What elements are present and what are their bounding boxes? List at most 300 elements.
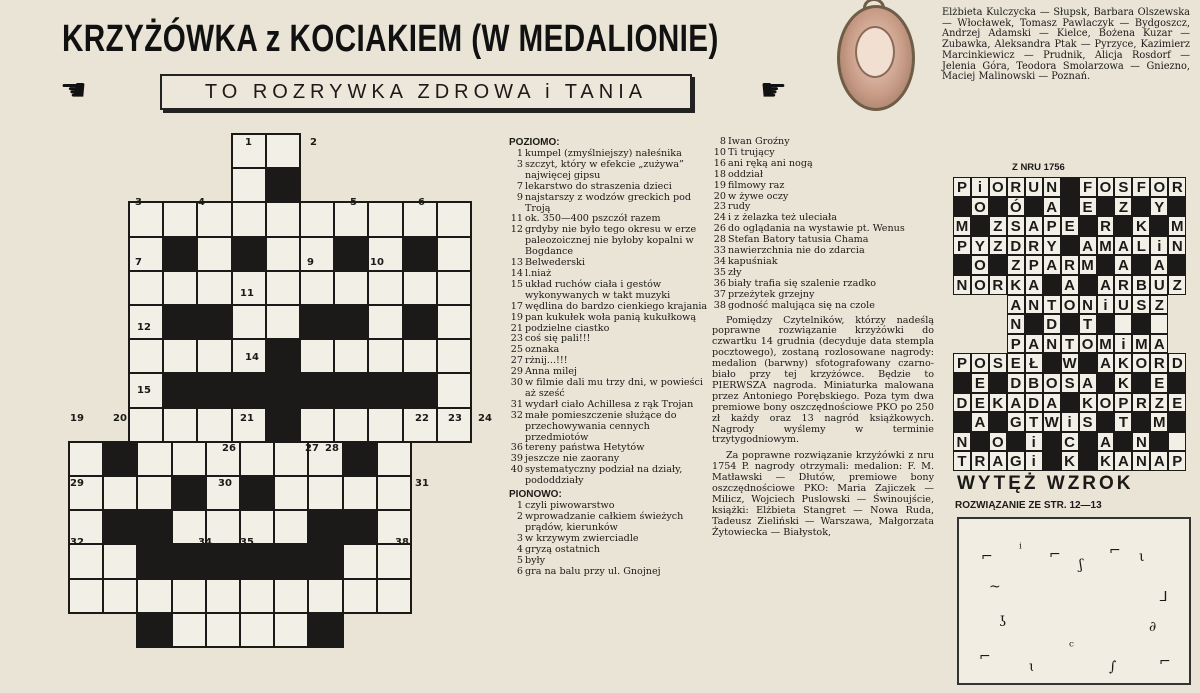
- grid-block: [333, 372, 369, 408]
- solution-cell: N: [1079, 295, 1097, 315]
- grid-cell[interactable]: [265, 236, 301, 272]
- solution-cell: D: [953, 393, 971, 413]
- grid-block: [102, 509, 138, 545]
- clue-text: ok. 350—400 pszczół razem: [525, 213, 661, 225]
- grid-number: 17: [307, 385, 321, 396]
- solution-cell: O: [1079, 334, 1097, 354]
- solution-cell: i: [1061, 412, 1079, 432]
- solution-cell: N: [1025, 295, 1043, 315]
- clue-number: 5: [516, 554, 523, 566]
- grid-block: [273, 543, 309, 579]
- scribble-mark: ʖ: [999, 614, 1007, 630]
- clue-text: grdyby nie było tego okresu w erze paleozoicznej nie byłoby kopalni w Bogdance: [525, 224, 697, 258]
- solution-cell: P: [1114, 393, 1132, 413]
- clue-number: 37: [713, 288, 726, 300]
- solution-cell: P: [1025, 255, 1043, 275]
- previous-solution-grid: [953, 177, 1185, 471]
- clue-text: filmowy raz: [728, 179, 785, 191]
- solution-cell: P: [1168, 451, 1186, 471]
- grid-cell[interactable]: [342, 475, 378, 511]
- solution-block: [1168, 197, 1186, 217]
- solution-cell: K: [1132, 216, 1150, 236]
- across-heading: POZIOMO:: [509, 137, 560, 148]
- solution-cell: T: [1061, 334, 1079, 354]
- clue-number: 7: [516, 180, 523, 192]
- solution-cell: D: [1168, 353, 1186, 373]
- grid-number: 11: [240, 288, 254, 299]
- solution-block: [953, 412, 971, 432]
- solution-block: [1043, 353, 1061, 373]
- solution-cell: N: [953, 432, 971, 452]
- solution-cell: E: [971, 393, 989, 413]
- clue-item: [509, 193, 709, 215]
- grid-cell[interactable]: [273, 612, 309, 648]
- solution-cell: O: [1150, 177, 1168, 197]
- solution-cell: [1114, 314, 1132, 334]
- solution-cell: i: [1097, 295, 1115, 315]
- solution-cell: R: [1007, 177, 1025, 197]
- grid-cell[interactable]: [367, 201, 403, 237]
- solution-cell: S: [1007, 216, 1025, 236]
- grid-cell[interactable]: [231, 201, 267, 237]
- grid-cell[interactable]: [376, 543, 412, 579]
- clue-text: Ti trujący: [728, 146, 775, 158]
- solution-cell: A: [1114, 236, 1132, 256]
- solution-cell: M: [1132, 334, 1150, 354]
- solution-block: [989, 373, 1007, 393]
- grid-cell[interactable]: [68, 543, 104, 579]
- grid-cell[interactable]: [102, 578, 138, 614]
- solution-cell: D: [1007, 373, 1025, 393]
- clue-number: 10: [713, 146, 726, 158]
- grid-cell[interactable]: [128, 270, 164, 306]
- grid-number: 39: [240, 567, 254, 578]
- grid-cell[interactable]: [196, 407, 232, 443]
- clue-number: 16: [713, 157, 726, 169]
- grid-number: 3: [135, 197, 142, 208]
- solution-cell: P: [1007, 334, 1025, 354]
- solution-cell: R: [989, 275, 1007, 295]
- clue-text: gra na balu przy ul. Gnojnej: [525, 565, 661, 577]
- solution-cell: P: [953, 353, 971, 373]
- scribble-mark: ʃ: [1079, 557, 1083, 573]
- solution-block: [1043, 432, 1061, 452]
- grid-cell[interactable]: [273, 441, 309, 477]
- grid-cell[interactable]: [367, 338, 403, 374]
- solution-cell: A: [1079, 373, 1097, 393]
- solution-block: [1097, 373, 1115, 393]
- solution-block: [1025, 314, 1043, 334]
- solution-block: [953, 255, 971, 275]
- grid-cell[interactable]: [402, 270, 438, 306]
- grid-cell[interactable]: [162, 270, 198, 306]
- clue-text: w filmie dali mu trzy dni, w powieści aż sześć: [525, 377, 703, 399]
- clue-text: lekarstwo do straszenia dzieci: [525, 180, 672, 192]
- clue-number: 3: [516, 158, 523, 170]
- grid-cell[interactable]: [231, 167, 267, 203]
- clue-item: [509, 225, 709, 258]
- grid-number: 22: [415, 413, 429, 424]
- solution-cell: N: [1007, 314, 1025, 334]
- solution-block: [1097, 412, 1115, 432]
- clue-text: rżnij...!!!: [525, 355, 568, 367]
- solution-cell: M: [1079, 255, 1097, 275]
- page-title: KRZYŻÓWKA z KOCIAKIEM (W MEDALIONIE): [62, 18, 719, 60]
- grid-cell[interactable]: [299, 407, 335, 443]
- solution-block: [953, 197, 971, 217]
- grid-number: 15: [137, 385, 151, 396]
- grid-block: [196, 304, 232, 340]
- grid-cell[interactable]: [436, 372, 472, 408]
- clue-item: [509, 378, 709, 400]
- grid-cell[interactable]: [299, 201, 335, 237]
- grid-cell[interactable]: [436, 236, 472, 272]
- solution-cell: K: [1061, 451, 1079, 471]
- clue-number: 30: [510, 377, 523, 389]
- grid-cell[interactable]: [299, 236, 335, 272]
- grid-cell[interactable]: [333, 407, 369, 443]
- grid-cell[interactable]: [162, 407, 198, 443]
- clue-number: 4: [516, 543, 523, 555]
- scribble-mark: ᒧ: [1159, 589, 1168, 605]
- solution-block: [1043, 451, 1061, 471]
- grid-block: [402, 236, 438, 272]
- grid-cell[interactable]: [367, 270, 403, 306]
- solution-block: [1150, 432, 1168, 452]
- solution-cell: B: [1132, 275, 1150, 295]
- solution-cell: D: [1007, 236, 1025, 256]
- grid-cell[interactable]: [231, 304, 267, 340]
- clue-text: biały trafia się szalenie rzadko: [728, 277, 877, 289]
- grid-cell[interactable]: [376, 441, 412, 477]
- scribble-mark: ι: [1139, 549, 1145, 565]
- clue-text: oznaka: [525, 344, 560, 356]
- grid-cell[interactable]: [128, 201, 164, 237]
- grid-number: 32: [70, 537, 84, 548]
- grid-block: [171, 475, 207, 511]
- grid-number: 13: [307, 322, 321, 333]
- grid-number: 16: [240, 385, 254, 396]
- clue-number: 15: [510, 278, 523, 290]
- clue-number: 6: [516, 565, 523, 577]
- solution-cell: E: [1150, 373, 1168, 393]
- clue-number: 8: [719, 136, 726, 147]
- clue-number: 12: [510, 224, 523, 236]
- grid-number: 40: [157, 628, 171, 639]
- scribble-mark: ~: [989, 579, 1001, 595]
- solution-cell: O: [1043, 373, 1061, 393]
- grid-block: [342, 441, 378, 477]
- pointing-hand-right-icon: ☛: [760, 73, 787, 108]
- subtitle-banner: TO ROZRYWKA ZDROWA i TANIA: [160, 74, 692, 110]
- grid-block: [402, 372, 438, 408]
- grid-cell[interactable]: [136, 578, 172, 614]
- solution-block: [1114, 216, 1132, 236]
- grid-number: 34: [198, 537, 212, 548]
- grid-block: [265, 338, 301, 374]
- grid-cell[interactable]: [196, 236, 232, 272]
- grid-cell[interactable]: [376, 475, 412, 511]
- clue-text: l.niaż: [525, 267, 552, 279]
- solution-block: [1007, 432, 1025, 452]
- grid-cell[interactable]: [273, 509, 309, 545]
- grid-number: 5: [350, 197, 357, 208]
- solution-cell: A: [1114, 255, 1132, 275]
- grid-number: 28: [325, 443, 339, 454]
- clue-text: wprowadzanie całkiem świeżych prądów, kierunków: [525, 511, 684, 533]
- solution-cell: i: [1150, 236, 1168, 256]
- grid-cell[interactable]: [367, 304, 403, 340]
- clue-text: tereny państwa Hetytów: [525, 442, 645, 454]
- grid-cell[interactable]: [299, 270, 335, 306]
- solution-cell: A: [1043, 393, 1061, 413]
- solution-cell: M: [1097, 334, 1115, 354]
- grid-cell[interactable]: [436, 270, 472, 306]
- clue-number: 26: [713, 223, 726, 235]
- solution-cell: K: [1079, 393, 1097, 413]
- clue-text: małe pomieszczenie służące do przechowywania cennych przedmiotów: [525, 409, 677, 443]
- solution-cell: M: [953, 216, 971, 236]
- solution-cell: S: [1114, 177, 1132, 197]
- grid-number: 6: [418, 197, 425, 208]
- clue-text: wydarł ciało Achillesa z rąk Trojan: [525, 398, 694, 410]
- grid-cell[interactable]: [436, 201, 472, 237]
- grid-cell[interactable]: [333, 270, 369, 306]
- solution-cell: W: [1044, 414, 1059, 432]
- solution-cell: K: [1114, 373, 1132, 393]
- clue-text: Stefan Batory tatusia Chama: [728, 234, 869, 246]
- solution-block: [953, 373, 971, 393]
- grid-cell[interactable]: [307, 475, 343, 511]
- clue-number: 25: [510, 344, 523, 356]
- solution-cell: Z: [1150, 393, 1168, 413]
- solution-cell: A: [1007, 295, 1025, 315]
- clue-number: 32: [510, 409, 523, 421]
- grid-cell[interactable]: [367, 407, 403, 443]
- solution-cell: Z: [989, 216, 1007, 236]
- clue-number: 18: [713, 168, 726, 180]
- solution-cell: A: [1150, 255, 1168, 275]
- solution-cell: E: [1079, 197, 1097, 217]
- solution-cell: K: [989, 393, 1007, 413]
- grid-cell[interactable]: [265, 133, 301, 169]
- clue-text: najstarszy z wodzów greckich pod Troją: [525, 191, 692, 214]
- clue-number: 3: [516, 532, 523, 544]
- solution-cell: T: [1025, 412, 1043, 432]
- grid-cell[interactable]: [68, 578, 104, 614]
- grid-cell[interactable]: [239, 441, 275, 477]
- grid-cell[interactable]: [205, 578, 241, 614]
- grid-cell[interactable]: [402, 338, 438, 374]
- solution-block: [1097, 197, 1115, 217]
- clue-item: [509, 512, 709, 534]
- solution-cell: i: [1025, 432, 1043, 452]
- solution-cell: A: [1097, 353, 1115, 373]
- grid-cell[interactable]: [128, 407, 164, 443]
- solution-block: [1097, 255, 1115, 275]
- clue-number: 33: [713, 245, 726, 257]
- solution-cell: O: [971, 255, 989, 275]
- clue-number: 36: [713, 277, 726, 289]
- solution-cell: E: [971, 373, 989, 393]
- solution-cell: A: [1079, 236, 1097, 256]
- clue-item: [509, 465, 709, 487]
- clue-text: były: [525, 554, 546, 566]
- clue-text: Anna milej: [525, 366, 577, 378]
- clue-number: 19: [713, 179, 726, 191]
- grid-block: [162, 304, 198, 340]
- grid-block: [333, 304, 369, 340]
- solution-cell: T: [1043, 295, 1061, 315]
- clue-number: 17: [510, 300, 523, 312]
- grid-cell[interactable]: [196, 338, 232, 374]
- clue-number: 27: [510, 355, 523, 367]
- grid-cell[interactable]: [376, 578, 412, 614]
- clue-text: układ ruchów ciała i gestów wykonywanych w takt muzyki: [525, 278, 671, 301]
- grid-cell[interactable]: [136, 441, 172, 477]
- grid-cell[interactable]: [436, 338, 472, 374]
- clue-number: 21: [510, 322, 523, 334]
- grid-cell[interactable]: [102, 475, 138, 511]
- solution-cell: O: [989, 177, 1007, 197]
- grid-cell[interactable]: [299, 338, 335, 374]
- solution-cell: [1150, 314, 1168, 334]
- solution-cell: N: [953, 275, 971, 295]
- grid-block: [307, 543, 343, 579]
- grid-number: 30: [218, 478, 232, 489]
- clue-item: [509, 411, 709, 444]
- grid-cell[interactable]: [436, 304, 472, 340]
- solution-block: [971, 216, 989, 236]
- solution-block: [1132, 255, 1150, 275]
- grid-block: [205, 543, 241, 579]
- grid-cell[interactable]: [171, 578, 207, 614]
- solution-cell: R: [1132, 393, 1150, 413]
- solution-cell: S: [1132, 295, 1150, 315]
- clue-item: [509, 160, 709, 182]
- clue-text: do oglądania na wystawie pt. Wenus: [728, 223, 905, 235]
- grid-cell[interactable]: [239, 612, 275, 648]
- grid-cell[interactable]: [239, 578, 275, 614]
- solution-cell: T: [1114, 412, 1132, 432]
- grid-block: [171, 543, 207, 579]
- solution-block: [1079, 353, 1097, 373]
- solution-block: [1079, 275, 1097, 295]
- grid-cell[interactable]: [128, 236, 164, 272]
- grid-cell[interactable]: [205, 612, 241, 648]
- solution-cell: i: [971, 177, 989, 197]
- grid-cell[interactable]: [136, 475, 172, 511]
- grid-cell[interactable]: [68, 441, 104, 477]
- solution-cell: A: [989, 451, 1007, 471]
- grid-block: [162, 372, 198, 408]
- solution-block: [1061, 314, 1079, 334]
- grid-number: 20: [113, 413, 127, 424]
- grid-number: 19: [70, 413, 84, 424]
- clue-text: rudy: [728, 201, 751, 213]
- solution-cell: Z: [1168, 275, 1186, 295]
- grid-cell[interactable]: [265, 304, 301, 340]
- solution-cell: L: [1132, 236, 1150, 256]
- grid-cell[interactable]: [265, 201, 301, 237]
- clue-number: 35: [713, 266, 726, 278]
- solution-cell: E: [1168, 393, 1186, 413]
- grid-number: 21: [240, 413, 254, 424]
- solution-cell: O: [1097, 177, 1115, 197]
- solution-cell: R: [1150, 353, 1168, 373]
- solution-cell: A: [1025, 216, 1043, 236]
- grid-block: [162, 236, 198, 272]
- solution-block: [989, 412, 1007, 432]
- clue-item: [712, 257, 934, 268]
- solution-block: [1079, 216, 1097, 236]
- grid-block: [307, 612, 343, 648]
- prize-announcement: Pomiędzy Czytelników, którzy nadeślą poprawne rozwiązanie krzyżówki do czwartku 14 grudnia (decyduje data stempla pocztowego), zostaną rozlosowane nagrody: medalion (barwny) sfotografowany czarno-biało przy tej krzyżówce. Będzie to PIERWSZA nagroda. Miniaturka malowana przez Antoniego Porębskiego. Poza tym dwa premiowe bony oszczędnościowe PKO po 250 zł każdy oraz 13 nagród książkowych. Nagrody wyślemy w terminie trzytygodniowym.: [712, 314, 934, 446]
- solution-block: [1168, 255, 1186, 275]
- grid-cell[interactable]: [162, 201, 198, 237]
- clue-text: podzielne ciastko: [525, 322, 610, 334]
- grid-cell[interactable]: [342, 543, 378, 579]
- clue-number: 23: [510, 333, 523, 345]
- solution-cell: Y: [1043, 236, 1061, 256]
- down-heading: PIONOWO:: [509, 489, 562, 501]
- winners-continued: Elżbieta Kulczycka — Słupsk, Barbara Olszewska — Włocławek, Tomasz Pawlaczyk — Bydgoszcz, Andrzej Adamski — Kielce, Bożena Kuzar — Zubawka, Aleksandra Ptak — Pyrzyce, Kazimierz Marcinkiewicz — Prudnik, Alicja Rosdorf — Jelenia Góra, Teodora Smolarzowa — Gniezno, Maciej Malinowski — Poznań.: [942, 7, 1190, 83]
- clue-text: nawierzchnia nie do zdarcia: [728, 245, 865, 257]
- grid-cell[interactable]: [162, 338, 198, 374]
- solution-cell: O: [1061, 295, 1079, 315]
- grid-cell[interactable]: [342, 578, 378, 614]
- grid-number: 1: [245, 137, 252, 148]
- previous-solution-label: Z NRU 1756: [1012, 162, 1065, 173]
- grid-number: 2: [310, 137, 317, 148]
- grid-number: 10: [370, 257, 384, 268]
- solution-cell: N: [1132, 451, 1150, 471]
- solution-cell: A: [1150, 334, 1168, 354]
- grid-cell[interactable]: [265, 270, 301, 306]
- solution-cell: G: [1007, 412, 1025, 432]
- solution-block: [1079, 432, 1097, 452]
- grid-cell[interactable]: [171, 612, 207, 648]
- solution-cell: R: [971, 451, 989, 471]
- grid-cell[interactable]: [102, 543, 138, 579]
- grid-block: [333, 236, 369, 272]
- solution-cell: K: [1114, 353, 1132, 373]
- solution-block: [1132, 373, 1150, 393]
- clue-text: zły: [728, 266, 742, 278]
- grid-cell[interactable]: [128, 338, 164, 374]
- scribble-mark: ⌐: [979, 649, 991, 665]
- solution-cell: Y: [971, 236, 989, 256]
- solution-cell: N: [1043, 177, 1061, 197]
- grid-cell[interactable]: [273, 578, 309, 614]
- grid-cell[interactable]: [307, 578, 343, 614]
- solution-cell: Y: [1150, 197, 1168, 217]
- clue-number: 38: [713, 299, 726, 311]
- solution-cell: F: [1132, 177, 1150, 197]
- grid-number: 9: [307, 257, 314, 268]
- grid-cell[interactable]: [171, 441, 207, 477]
- grid-cell[interactable]: [196, 270, 232, 306]
- solution-block: [989, 255, 1007, 275]
- grid-cell[interactable]: [273, 475, 309, 511]
- scribble-mark: ⌐: [981, 549, 993, 565]
- scribble-mark: ɩ: [1029, 659, 1035, 675]
- grid-block: [231, 236, 267, 272]
- grid-cell[interactable]: [333, 338, 369, 374]
- grid-number: 24: [478, 413, 492, 424]
- solution-cell: R: [1168, 177, 1186, 197]
- solution-block: [1114, 432, 1132, 452]
